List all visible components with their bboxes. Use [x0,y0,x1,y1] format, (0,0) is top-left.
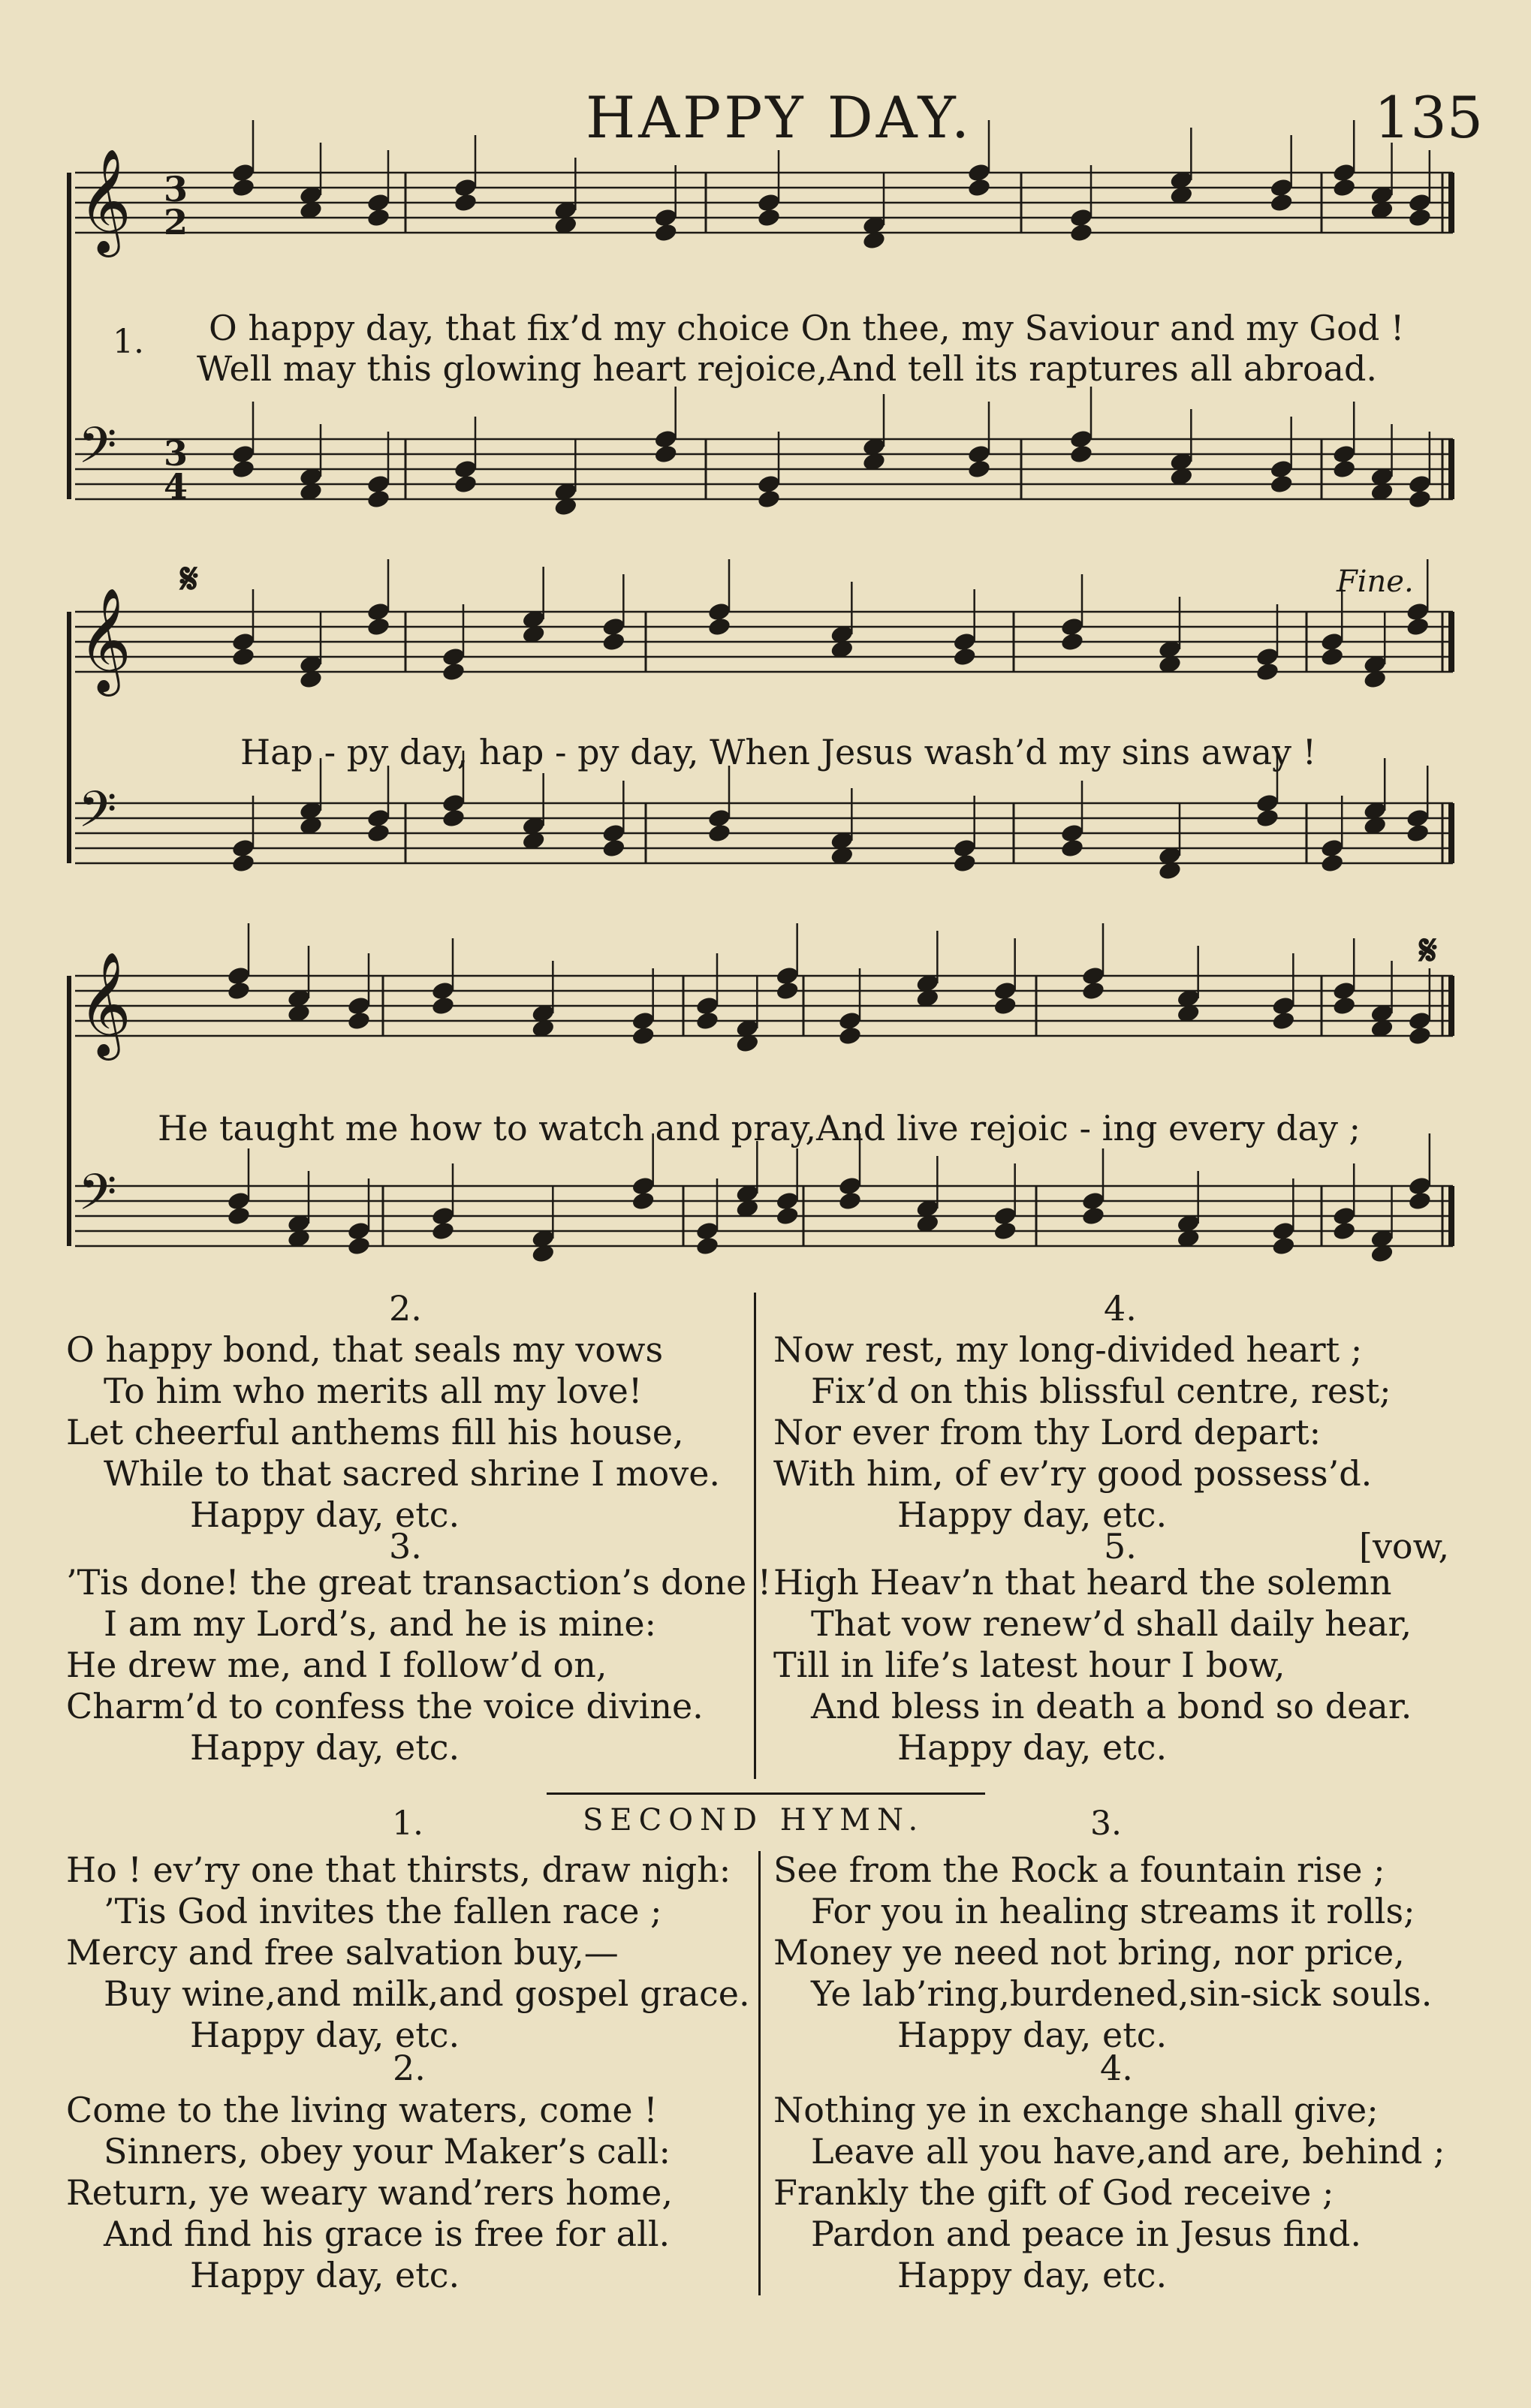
note-head [1406,616,1430,637]
note-head [601,838,626,859]
verse-line: Nothing ye in exchange shall give; [773,2090,1379,2130]
refrain-line: Happy day, etc. [897,2015,1168,2055]
verse-line: He drew me, and I follow’d on, [66,1645,607,1685]
verse-line: For you in healing streams it rolls; [811,1891,1415,1931]
verse-line: While to that sacred shrine I move. [104,1453,721,1494]
note-head [707,616,731,637]
verse-number-3: 3. [389,1526,422,1567]
note-head [1068,444,1093,465]
note-head [1332,1221,1357,1242]
note-head [226,980,251,1001]
note-head [1332,177,1357,198]
page-number: 135 [1374,84,1484,151]
note-head [952,646,977,667]
note-head [952,853,977,874]
verses-left-column [66,1288,771,1768]
lyric-line-1a: O happy day, that fix’d my choice On thee, my Saviour and my God ! [209,308,1405,348]
refrain-line: Happy day, etc. [897,1727,1168,1768]
note-head [1080,1206,1105,1227]
second-hymn-number-2: 2. [393,2048,426,2088]
refrain-line: Happy day, etc. [190,2255,460,2295]
note-head [756,489,781,510]
time-signature-top: 3 [164,433,188,474]
fine-marking: Fine. [1337,564,1414,599]
note-head [993,1221,1017,1242]
note-head [1406,823,1430,844]
note-head [1320,853,1345,874]
verse-line: Pardon and peace in Jesus find. [811,2214,1361,2254]
note-head [1255,808,1279,829]
note-head [653,444,678,465]
verse-line: Come to the living waters, come ! [66,2090,658,2130]
lyric-line-1b: Well may this glowing heart rejoice,And tell its raptures all abroad. [197,348,1378,389]
note-head [1332,459,1357,480]
note-head [837,1025,862,1046]
note-head [430,995,455,1016]
verse-line: Leave all you have,and are, behind ; [811,2131,1445,2172]
verse-line: Till in life’s latest hour I bow, [773,1645,1285,1685]
verse-number-2: 2. [389,1288,422,1329]
verse-line: Mercy and free salvation buy,— [66,1932,619,1973]
verse-line: To him who merits all my love! [104,1371,643,1411]
bass-clef: 𝄢 [78,1163,117,1233]
verse-line: Return, ye weary wand’rers home, [66,2172,673,2213]
column-divider [754,1293,756,1779]
verse-line: I am my Lord’s, and he is mine: [104,1603,657,1644]
verses-right-column [773,1288,1450,1768]
verse-line: Frankly the gift of God receive ; [773,2172,1334,2213]
verse-line: ’Tis done! the great transaction’s done ! [66,1562,772,1603]
verse-line: Ho ! ev’ry one that thirsts, draw nigh: [66,1850,731,1890]
chorus-lyric: Hap - py day, hap - py day, When Jesus wash’d my sins away ! [240,732,1317,772]
note-head [653,222,678,243]
note-head [453,474,478,495]
note-head [231,853,255,874]
second-hymn-title: SECOND HYMN. [583,1803,925,1838]
note-head [366,489,390,510]
time-signature-bottom: 4 [164,466,188,507]
note-head [441,661,466,682]
refrain-line: Happy day, etc. [897,1494,1168,1535]
note-head [430,1221,455,1242]
second-hymn-number-3: 3. [1090,1804,1122,1843]
note-head [1271,1010,1296,1031]
second-hymn-number-1: 1. [392,1804,423,1843]
note-head [837,1190,862,1212]
note-head [1407,489,1432,510]
refrain-line: Happy day, etc. [190,1727,460,1768]
lyric-last-line: He taught me how to watch and pray,And live rejoic - ing every day ; [158,1108,1361,1148]
note-head [231,177,255,198]
treble-clef: 𝄞 [78,588,131,692]
note-head [631,1025,655,1046]
treble-clef: 𝄞 [78,149,131,253]
note-head [601,631,626,652]
verse-line: That vow renew’d shall daily hear, [811,1603,1412,1644]
section-rule [547,1792,985,1795]
verse-5-heading [773,1526,1450,1567]
refrain-line: Happy day, etc. [190,1494,460,1535]
note-head [1059,631,1084,652]
bass-clef: 𝄢 [78,417,117,486]
verse-line: Charm’d to confess the voice divine. [66,1686,704,1726]
column-divider [758,1851,761,2295]
note-head [1407,1025,1432,1046]
verse-line: Let cheerful anthems fill his house, [66,1412,684,1452]
note-head [966,177,991,198]
verse-line: ’Tis God invites the fallen race ; [104,1891,662,1931]
verse-line: Fix’d on this blissful centre, rest; [811,1371,1391,1411]
time-signature-top: 3 [164,169,188,209]
page-title: HAPPY DAY. [586,84,973,151]
verse-line: Sinners, obey your Maker’s call: [104,2131,671,2172]
verse-number-1: 1. [113,323,144,361]
note-head [1332,995,1357,1016]
note-head [1059,838,1084,859]
second-hymn-number-4: 4. [1100,2048,1133,2088]
note-head [993,995,1017,1016]
note-head [346,1236,371,1257]
note-head [1068,222,1093,243]
verse-line: And bless in death a bond so dear. [811,1686,1412,1726]
verse-line: Money ye need not bring, nor price, [773,1932,1405,1973]
segno-sign: 𝄋 [180,554,199,604]
note-head [1269,192,1294,213]
note-head [631,1190,655,1212]
second-hymn-right-column [773,1850,1445,2296]
verse-line: High Heav’n that heard the solemn [773,1562,1392,1603]
verse-line: Buy wine,and milk,and gospel grace. [104,1973,750,2014]
overflow-bracket: [vow, [1359,1526,1450,1567]
bass-clef: 𝄢 [78,781,117,850]
note-head [1271,1236,1296,1257]
note-head [441,808,466,829]
note-head [695,1236,719,1257]
note-head [453,192,478,213]
refrain-line: Happy day, etc. [897,2255,1168,2295]
verse-line: And find his grace is free for all. [104,2214,671,2254]
verse-line: Nor ever from thy Lord depart: [773,1412,1322,1452]
note-head [775,1206,800,1227]
verse-line: See from the Rock a fountain rise ; [773,1850,1385,1890]
note-head [1407,207,1432,228]
treble-clef: 𝄞 [78,952,131,1056]
note-head [231,646,255,667]
verse-line: Ye lab’ring,burdened,sin-sick souls. [811,1973,1433,2014]
note-head [1320,646,1345,667]
verse-line: With him, of ev’ry good possess’d. [773,1453,1373,1494]
note-head [707,823,731,844]
verse-number-4: 4. [1104,1288,1137,1329]
note-head [231,459,255,480]
verse-number-5: 5. [1104,1526,1137,1567]
refrain-line: Happy day, etc. [190,2015,460,2055]
note-head [226,1206,251,1227]
note-head [1080,980,1105,1001]
second-hymn-left-column [66,1850,750,2296]
note-head [366,616,390,637]
note-head [966,459,991,480]
note-head [366,207,390,228]
segno-sign: 𝄋 [1419,926,1438,975]
note-head [1407,1190,1432,1212]
note-head [346,1010,371,1031]
note-head [756,207,781,228]
note-head [1255,661,1279,682]
note-head [695,1010,719,1031]
note-head [775,980,800,1001]
time-signature-bottom: 2 [164,202,188,242]
note-head [1269,474,1294,495]
note-head [366,823,390,844]
verse-line: Now rest, my long-divided heart ; [773,1329,1363,1370]
verse-line: O happy bond, that seals my vows [66,1329,664,1370]
